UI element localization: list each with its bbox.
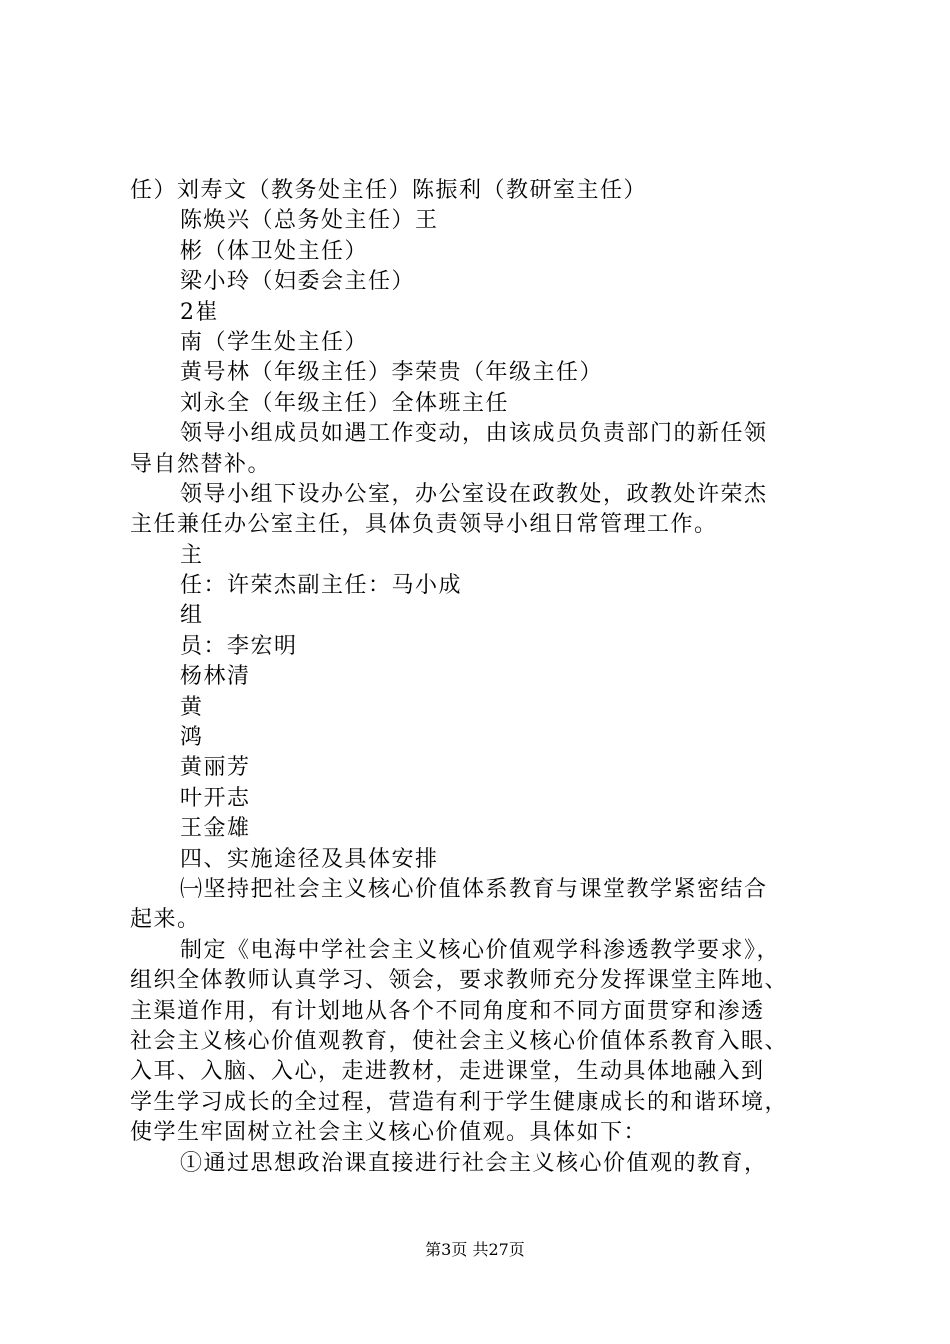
text-line: 任）刘寿文（教务处主任）陈振利（教研室主任）: [130, 178, 648, 203]
body-text: [130, 176, 840, 1179]
text-line: 叶开志: [180, 785, 251, 811]
text-line: 使学生牢固树立社会主义核心价值观。具体如下：: [130, 1120, 648, 1146]
text-line: 刘永全（年级主任）全体班主任: [180, 390, 510, 416]
text-line: 2崔: [180, 299, 219, 325]
text-line: 四、实施途径及具体安排: [180, 846, 439, 872]
text-line: 入耳、入脑、入心，走进教材，走进课堂，生动具体地融入到: [130, 1059, 765, 1085]
text-line: 王金雄: [180, 816, 251, 842]
text-line: 黄丽芳: [180, 755, 251, 781]
text-line: 主: [180, 542, 204, 568]
text-line: 黄: [180, 694, 204, 720]
text-line: 主任兼任办公室主任，具体负责领导小组日常管理工作。: [130, 512, 718, 538]
text-line: 任：许荣杰副主任：马小成: [180, 573, 463, 599]
text-line: 南（学生处主任）: [180, 329, 369, 355]
text-line: 学生学习成长的全过程，营造有利于学生健康成长的和谐环境，: [130, 1089, 789, 1115]
text-line: 梁小玲（妇委会主任）: [180, 269, 416, 295]
text-line: 组: [180, 603, 204, 629]
text-line: 社会主义核心价值观教育，使社会主义核心价值体系教育入眼、: [130, 1028, 789, 1054]
text-line: 领导小组下设办公室，办公室设在政教处，政教处许荣杰: [180, 481, 768, 507]
text-line: 制定《电海中学社会主义核心价值观学科渗透教学要求》，: [180, 937, 781, 963]
text-line: 员：李宏明: [180, 633, 298, 659]
text-line: 组织全体教师认真学习、领会，要求教师充分发挥课堂主阵地、: [130, 968, 789, 994]
text-line: 杨林清: [180, 664, 251, 690]
text-line: ㈠坚持把社会主义核心价值体系教育与课堂教学紧密结合: [180, 876, 768, 902]
text-line: 鸿: [180, 725, 204, 751]
text-line: ①通过思想政治课直接进行社会主义核心价值观的教育，: [180, 1150, 768, 1176]
text-line: 陈焕兴（总务处主任）王: [180, 208, 439, 234]
text-line: 彬（体卫处主任）: [180, 238, 369, 264]
text-line: 导自然替补。: [130, 451, 272, 477]
text-line: 黄号林（年级主任）李荣贵（年级主任）: [180, 360, 604, 386]
page-footer: 第3页 共27页: [425, 1240, 525, 1259]
text-line: 起来。: [130, 907, 201, 933]
text-line: 领导小组成员如遇工作变动，由该成员负责部门的新任领: [180, 421, 768, 447]
text-line: 主渠道作用，有计划地从各个不同角度和不同方面贯穿和渗透: [130, 998, 765, 1024]
